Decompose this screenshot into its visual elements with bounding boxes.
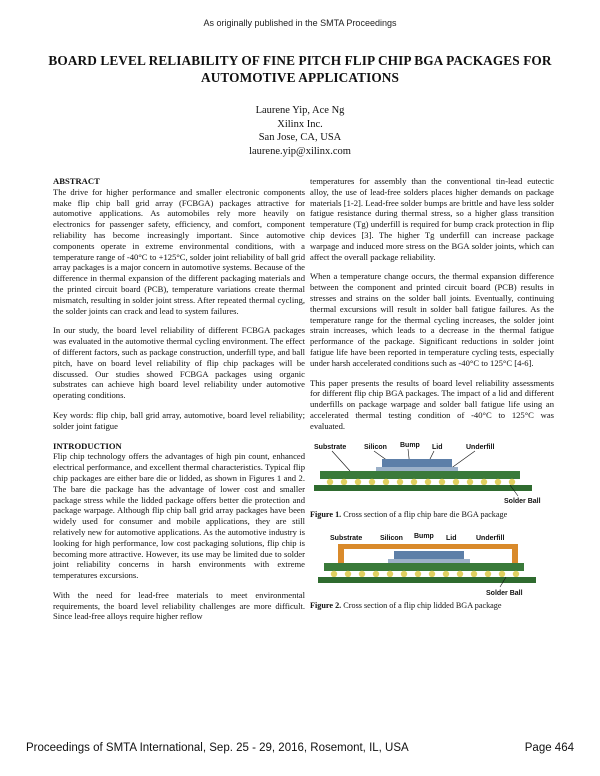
fig1-board xyxy=(314,485,532,491)
author-org: Xilinx Inc. xyxy=(277,118,323,130)
paper-title: BOARD LEVEL RELIABILITY OF FINE PITCH FLIP CHIP BGA PACKAGES FOR AUTOMOTIVE APPLICATIONS xyxy=(48,53,552,85)
fig1-label-bump: Bump xyxy=(400,441,420,449)
fig1-label-solder-ball: Solder Ball xyxy=(504,497,541,505)
abstract-paragraph-2: In our study, the board level reliability of different FCBGA packages was evaluated in the automotive thermal cycling environment. The effect of different factors, such as package construction, underfill type, and ball pitch, have on board level reliability of flip chip packages will be discussed. Our studies showed FCBGA packages using organic substrates can achieve high board level reliability under automotive operating conditions. xyxy=(53,325,305,401)
fig1-label-underfill: Underfill xyxy=(466,443,495,451)
fig2-label-solder-ball: Solder Ball xyxy=(486,589,523,597)
right-column xyxy=(310,176,554,611)
fig2-label-lid: Lid xyxy=(446,534,457,542)
figure-1-caption: Figure 1. Cross section of a flip chip bare die BGA package xyxy=(310,509,508,519)
fig1-substrate xyxy=(320,471,520,479)
figure-2-caption: Figure 2. Cross section of a flip chip lidded BGA package xyxy=(310,600,502,610)
figure-1 xyxy=(310,441,554,520)
left-column xyxy=(53,176,305,631)
fig1-label-silicon: Silicon xyxy=(364,443,387,451)
author-names: Laurene Yip, Ace Ng xyxy=(255,105,345,116)
proceedings-note: As originally published in the SMTA Proceedings xyxy=(203,18,397,28)
introduction-heading: INTRODUCTION xyxy=(53,440,122,451)
footer-proceedings: Proceedings of SMTA International, Sep. 25 - 29, 2016, Rosemont, IL, USA xyxy=(26,742,409,754)
right-paragraph-3: This paper presents the results of board level reliability assessments for different flip chip BGA packages. The impact of a lid and different underfills on package warpage and solder ball fatigue life using an accelerated thermal testing condition of -40°C to 125°C was evaluated. xyxy=(310,377,554,431)
right-paragraph-1: temperatures for assembly than the conventional tin-lead eutectic alloy, the use of lead-free solders places higher demands on package materials [1-2]. Lead-free solder bumps are brittle and have less solder fatigue resistance during thermal stress, so a higher glass transition temperature (Tg) underfill is required for bump crack protection in flip chip devices [3]. The higher Tg underfill can increase package warpage and induced more stress on the BGA solder joints, which can affect the overall package reliability. xyxy=(310,176,554,262)
fig1-solder-balls xyxy=(327,478,515,484)
fig1-label-substrate: Substrate xyxy=(314,443,347,451)
author-email[interactable]: laurene.yip@xilinx.com xyxy=(249,145,351,157)
fig2-board xyxy=(318,577,536,583)
fig1-label-lid: Lid xyxy=(432,443,443,451)
fig2-label-silicon: Silicon xyxy=(380,534,403,542)
figure-1-diagram xyxy=(310,441,554,507)
fig2-label-substrate: Substrate xyxy=(330,534,363,542)
introduction-paragraph-2: With the need for lead-free materials to meet environmental requirements, the board level reliability challenges are more difficult. Since lead-free alloys require higher reflow xyxy=(53,589,305,622)
fig2-solder-balls xyxy=(331,570,519,576)
introduction-paragraph-1: Flip chip technology offers the advantages of high pin count, enhanced electrical performance, and excellent thermal characteristics. Typical flip chip packages are either bare die or lidded, as shown in Figures 1 and 2. The bare die package has the advantage of lower cost and smaller package stress while the lidded package offers better die protection and package warpage. Although flip chip ball grid array packages have been widely used for consumer and mobile applications, they are still relatively new for automotive applications. As the automotive industry is looking for high performance, low cost packaging solutions, flip chip is becoming more attractive. However, its use may be limited due to solder joint reliability concerns in harsh environments with extreme temperatures excursions. xyxy=(53,451,305,581)
fig2-silicon-die xyxy=(394,551,464,560)
fig2-label-underfill: Underfill xyxy=(476,534,505,542)
abstract-heading: ABSTRACT xyxy=(53,176,100,186)
fig2-label-bump: Bump xyxy=(414,532,434,540)
figure-2 xyxy=(310,532,554,611)
fig2-lid-top xyxy=(338,544,518,549)
keywords: Key words: flip chip, ball grid array, automotive, board level reliability; solder joint fatigue xyxy=(53,409,305,431)
figure-2-diagram xyxy=(310,532,554,598)
author-block xyxy=(0,104,600,158)
abstract-paragraph-1: The drive for higher performance and smaller electronic components make flip chip ball grid array (FCBGA) packages attractive for automotive applications. As automobiles rely more heavily on electronics for passenger safety, efficiency, and comfort, component reliability has become increasingly important. Since automotive components operate in extreme environmental conditions, with a temperature range of -40°C to +125°C, solder joint reliability of ball grid array packages is a major concern in automotive systems. Because of the difference in thermal expansion of the different packaging materials and the printed circuit board (PCB), temperature variations create thermal mismatch, resulting in solder joint stress. After repeated thermal cycling, the solder joints can crack and lead to system failures. xyxy=(53,186,305,316)
author-location: San Jose, CA, USA xyxy=(258,132,342,143)
footer-page-number: Page 464 xyxy=(524,742,574,754)
fig2-substrate xyxy=(324,563,524,571)
right-paragraph-2: When a temperature change occurs, the thermal expansion difference between the component and printed circuit board (PCB) results in stresses and strains on the solder ball joints. Eventually, continuing thermal excursions will result in solder ball fatigue failures. As the temperature range for the thermal cycling increases, the solder joint strain increases, which leads to a decrease in the thermal fatigue performance of the package. Significant reductions in solder joint fatigue life have been reported in temperature cycling tests, especially under harsh accelerated conditions such as -40°C to 125°C [4-6]. xyxy=(310,271,554,368)
fig1-silicon-die xyxy=(382,459,452,468)
